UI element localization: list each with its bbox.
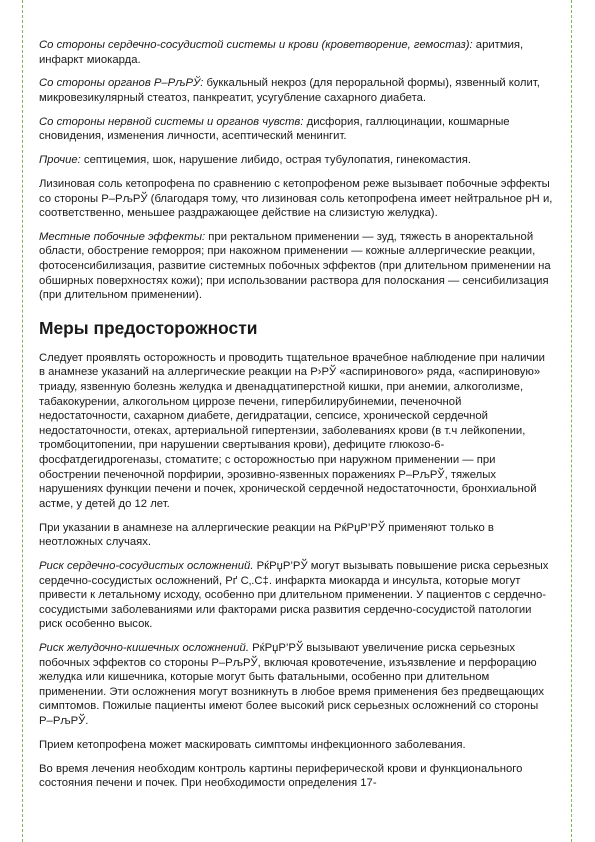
paragraph-lead: Риск сердечно-сосудистых осложнений.	[39, 559, 254, 572]
paragraph	[39, 230, 553, 303]
paragraph-text: При указании в анамнезе на аллергические реакции на РќРџР’РЎ применяют только в неотложных случаях.	[39, 521, 494, 549]
paragraph-text: дисфория, галлюцинации, кошмарные сновидения, изменения личности, асептический менингит.	[39, 115, 510, 143]
paragraph	[39, 641, 553, 729]
paragraph	[39, 38, 553, 67]
paragraph-lead: Риск желудочно-кишечных осложнений.	[39, 642, 249, 655]
page-border-left	[22, 0, 23, 842]
paragraph-text: при ректальном применении — зуд, тяжесть в аноректальной области, обострение геморроя; при накожном применении — кожные аллергические реакции, фотосенсибилизация, развитие системных побочных эффектов (при длительном применении на обширных поверхностях кожи); при использовании раствора для полоскания — сенсибилизация (при длительном применении).	[39, 230, 551, 302]
document-content	[39, 38, 553, 800]
paragraph-lead: Со стороны сердечно-сосудистой системы и крови (кроветворение, гемостаз):	[39, 39, 473, 51]
paragraph-text: аритмия, инфаркт миокарда.	[39, 39, 524, 66]
paragraph-text: Прием кетопрофена может маскировать симптомы инфекционного заболевания.	[39, 738, 466, 751]
paragraph	[39, 177, 553, 221]
paragraph-lead: Со стороны органов Р–РљРЎ:	[39, 77, 204, 90]
paragraph	[39, 76, 553, 105]
paragraph	[39, 115, 553, 144]
paragraph-text: септицемия, шок, нарушение либидо, острая тубулопатия, гинекомастия.	[80, 154, 472, 167]
paragraph-lead: Со стороны нервной системы и органов чувств:	[39, 115, 304, 128]
paragraph-lead: Прочие:	[39, 154, 81, 167]
paragraph	[39, 153, 553, 168]
paragraph	[39, 738, 553, 753]
paragraph	[39, 521, 553, 550]
paragraph-text: РќРџР’РЎ вызывают увеличение риска серьезных побочных эффектов со стороны Р–РљРЎ, включая кровотечение, изъязвление и перфорацию желудка или кишечника, которые могут быть фатальными, особенно при длительном применении. Эти осложнения могут возникнуть в любое время применения без предвещающих симптомов. Пожилые пациенты имеют более высокий риск серьезных осложнений со стороны Р–РљРЎ.	[39, 642, 545, 728]
paragraph-text: Во время лечения необходим контроль картины периферической крови и функционального состояния печени и почек. При необходимости определения 17-	[39, 762, 523, 790]
paragraph	[39, 351, 553, 512]
paragraph-text: буккальный некроз (для пероральной формы), язвенный колит, микровезикулярный стеатоз, панкреатит, усугубление сахарного диабета.	[39, 77, 540, 104]
page-border-right	[571, 0, 572, 842]
paragraph-text: Лизиновая соль кетопрофена по сравнению с кетопрофеном реже вызывает побочные эффекты со стороны Р–РљРЎ (благодаря тому, что лизиновая соль кетопрофена имеет нейтральное pH и, соответственно, меньшее раздражающее действие на слизистую желудка).	[39, 177, 553, 220]
paragraph-text: РќРџР’РЎ могут вызывать повышение риска серьезных сердечно-сосудистых осложнений, Рґ С‚.С‡. инфаркта миокарда и инсульта, которые могут привести к летальному исходу, особенно при длительном применении. У пациентов с сердечно-сосудистыми заболеваниями или факторами риска развития сердечно-сосудистой патологии риск особенно высок.	[39, 559, 549, 631]
paragraph	[39, 762, 553, 791]
paragraph	[39, 559, 553, 632]
section-heading: Меры предосторожности	[39, 317, 258, 338]
precautions-section	[39, 351, 553, 791]
paragraph-lead: Местные побочные эффекты:	[39, 230, 206, 243]
paragraph-text: Следует проявлять осторожность и проводить тщательное врачебное наблюдение при наличии в анамнезе указаний на аллергические реакции на Р›РЎ «аспиринового» ряда, «аспириновую» триаду, язвенную болезнь желудка и двенадцатиперстной кишки, при анемии, алкоголизме, табакокурении, алкогольном циррозе печени, гипербилирубинемии, печеночной недостаточности, сахарном диабете, дегидратации, сепсисе, хронической сердечной недостаточности, отеках, артериальной гипертензии, заболеваниях крови (в т.ч лейкопении, тромбоцитопении, при нарушении свертывания крови), дефиците глюкозо-6-фосфатдегидрогеназы, стоматите; с осторожностью при наружном применении — при обострении печеночной порфирии, эрозивно-язвенных поражениях Р–РљРЎ, тяжелых нарушениях функции печени и почек, хронической сердечной недостаточности, бронхиальной астме, у детей до 12 лет.	[39, 351, 545, 510]
side-effects-section	[39, 38, 553, 303]
